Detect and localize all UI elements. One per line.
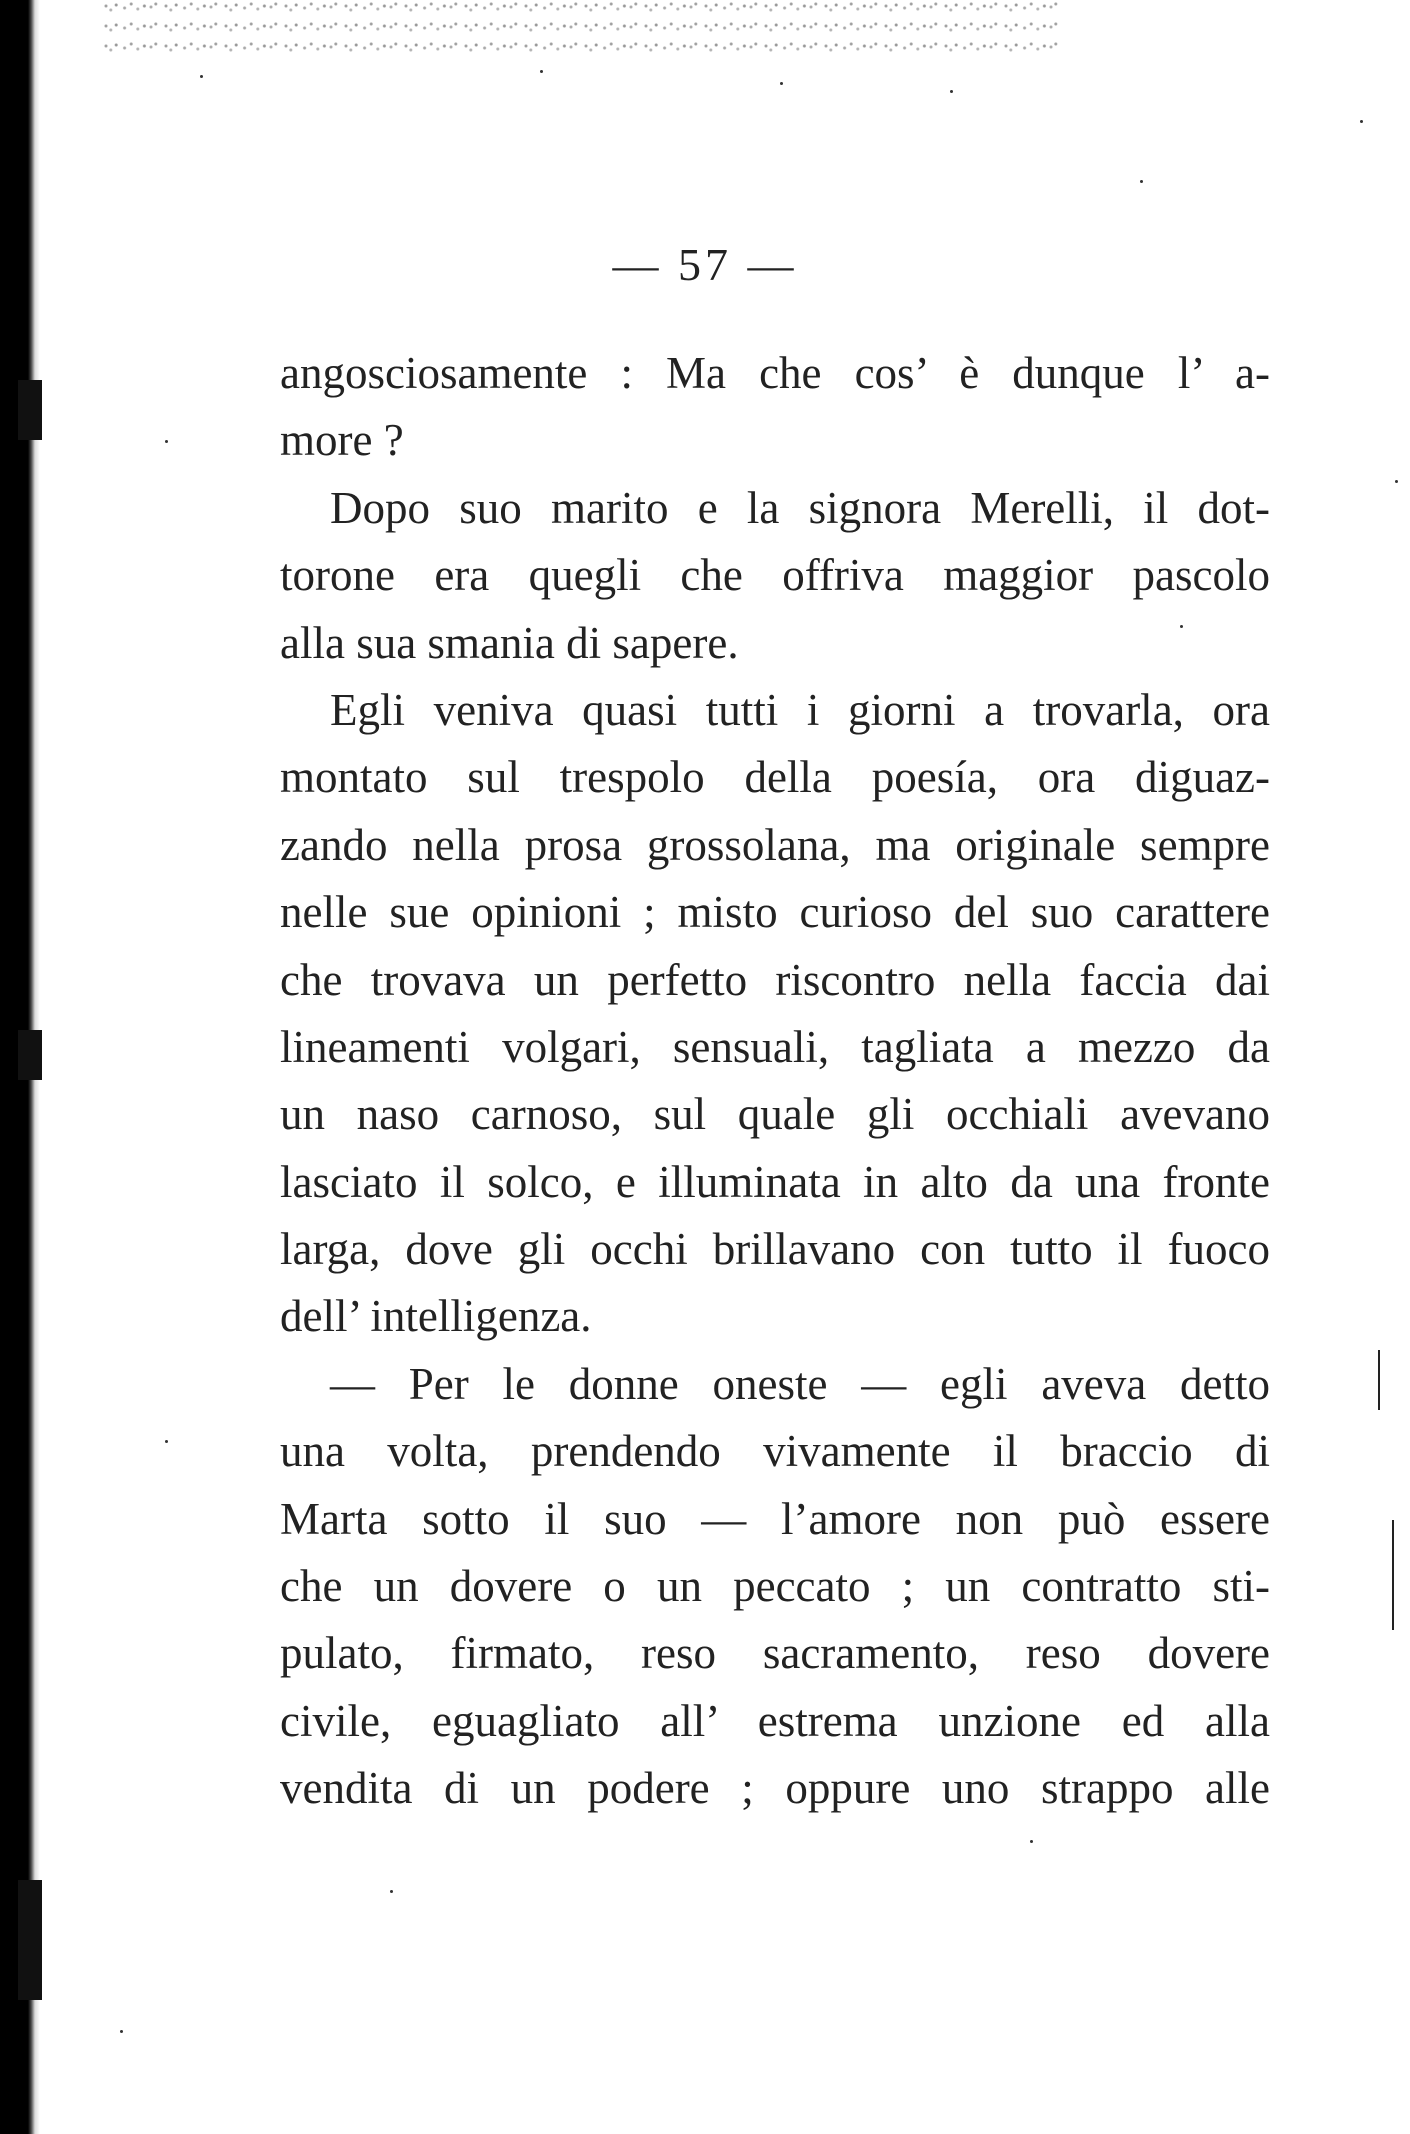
scan-speck [780,82,783,85]
binding-notch [18,1880,42,2000]
scan-speck [165,1440,168,1443]
scan-speck [1030,1840,1033,1843]
text-line: un naso carnoso, sul quale gli occhiali avevano [280,1089,1270,1140]
text-line: more ? [280,415,404,466]
text-line: angosciosamente : Ma che cos’ è dunque l’ a- [280,348,1270,398]
scan-speck [540,70,543,73]
text-line: una volta, prendendo vivamente il braccio di [280,1426,1270,1477]
body-text [280,340,1270,1823]
scan-margin-mark [1392,1520,1394,1630]
text-line: lineamenti volgari, sensuali, tagliata a mezzo da [280,1021,1270,1072]
text-line: Dopo suo marito e la signora Merelli, il dot- [330,482,1270,533]
text-line: nelle sue opinioni ; misto curioso del suo carattere [280,887,1270,938]
scan-speck [1140,180,1143,183]
scan-speck [165,440,168,443]
text-line: alla sua smania di sapere. [280,617,739,668]
text-line: che un dovere o un peccato ; un contratto sti- [280,1561,1270,1612]
text-line: torone era quegli che offriva maggior pascolo [280,550,1270,601]
scan-speck [120,2030,123,2033]
scan-speck [200,75,203,78]
text-line: larga, dove gli occhi brillavano con tutto il fuoco [280,1224,1270,1275]
text-line: montato sul trespolo della poesía, ora diguaz- [280,752,1270,803]
text-line: — Per le donne oneste — egli aveva detto [330,1358,1270,1409]
scan-speck [390,1890,393,1893]
text-line: Egli veniva quasi tutti i giorni a trovarla, ora [330,684,1270,735]
scan-margin-mark [1378,1350,1380,1410]
binding-notch [18,380,42,440]
text-line: lasciato il solco, e illuminata in alto da una fronte [280,1156,1270,1207]
scan-speck [1360,120,1363,123]
scan-speck [1395,480,1398,483]
scan-noise-top [100,0,1060,55]
scan-speck [950,90,953,93]
binding-notch [18,1030,42,1080]
text-line: pulato, firmato, reso sacramento, reso dovere [280,1628,1270,1679]
text-line: zando nella prosa grossolana, ma originale sempre [280,819,1270,870]
text-line: che trovava un perfetto riscontro nella faccia dai [280,954,1270,1005]
text-line: civile, eguagliato all’ estrema unzione ed alla [280,1695,1270,1746]
page-number: — 57 — [612,239,798,290]
text-line: vendita di un podere ; oppure uno strappo alle [280,1763,1270,1814]
text-line: dell’ intelligenza. [280,1291,592,1342]
text-line: Marta sotto il suo — l’amore non può essere [280,1493,1270,1544]
